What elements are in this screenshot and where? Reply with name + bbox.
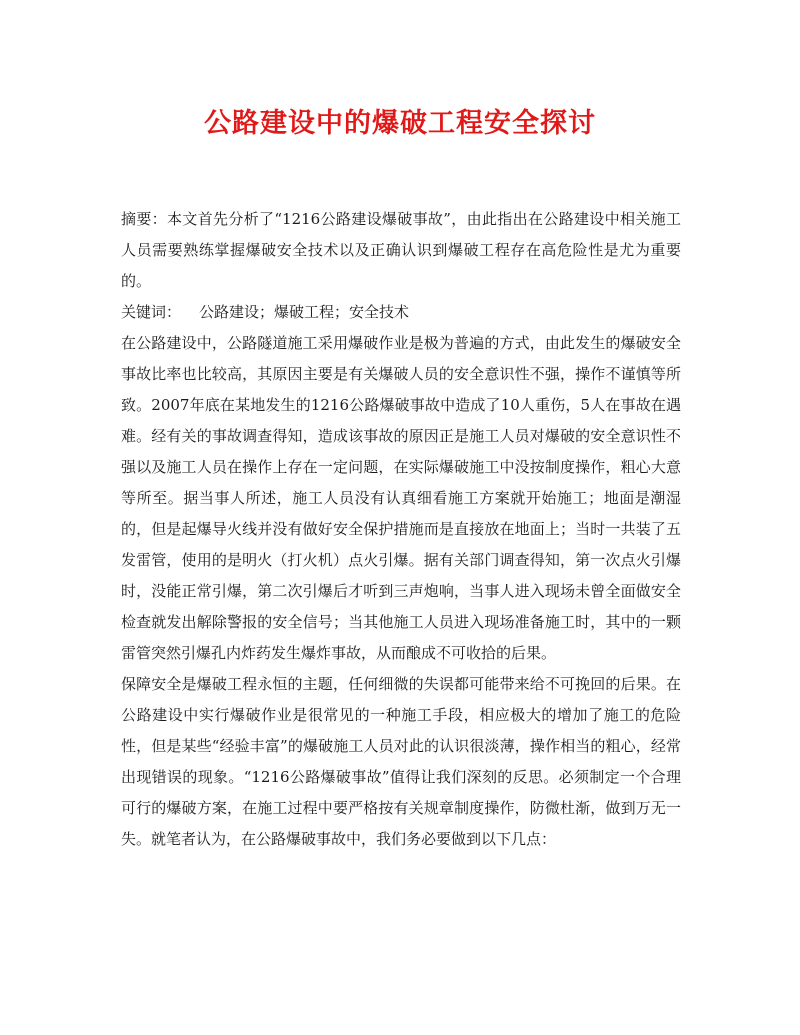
body-paragraph: 保障安全是爆破工程永恒的主题，任何细微的失误都可能带来给不可挽回的后果。在公路建设中实行爆破作业是很常见的一种施工手段，相应极大的增加了施工的危险性，但是某些“经验丰富”的爆破施工人员对此的认识很淡薄，操作相当的粗心，经常出现错误的现象。“1216公路爆破事故”值得让我们深刻的反思。必须制定一个合理可行的爆破方案，在施工过程中要严格按有关规章制度操作，防微杜渐，做到万无一失。就笔者认为，在公路爆破事故中，我们务必要做到以下几点： — [121, 675, 681, 848]
document-body — [121, 204, 681, 855]
page-title: 公路建设中的爆破工程安全探讨 — [204, 108, 596, 139]
keywords-value: 公路建设；爆破工程；安全技术 — [199, 303, 410, 321]
keywords-line — [121, 297, 681, 328]
abstract-paragraph: 摘要：本文首先分析了“1216公路建设爆破事故”，由此指出在公路建设中相关施工人员需要熟练掌握爆破安全技术以及正确认识到爆破工程存在高危险性是尤为重要的。 — [121, 210, 681, 290]
keywords-label: 关键词： — [121, 303, 182, 321]
body-paragraph: 在公路建设中，公路隧道施工采用爆破作业是极为普遍的方式，由此发生的爆破安全事故比率也比较高，其原因主要是有关爆破人员的安全意识性不强，操作不谨慎等所致。2007年底在某地发生的1216公路爆破事故中造成了10人重伤，5人在事故在遇难。经有关的事故调查得知，造成该事故的原因正是施工人员对爆破的安全意识性不强以及施工人员在操作上存在一定问题，在实际爆破施工中没按制度操作，粗心大意等所至。据当事人所述，施工人员没有认真细看施工方案就开始施工；地面是潮湿的，但是起爆导火线并没有做好安全保护措施而是直接放在地面上；当时一共装了五发雷管，使用的是明火（打火机）点火引爆。据有关部门调查得知，第一次点火引爆时，没能正常引爆，第二次引爆后才听到三声炮响，当事人进入现场未曾全面做安全检查就发出解除警报的安全信号；当其他施工人员进入现场准备施工时，其中的一颗雷管突然引爆孔内炸药发生爆炸事故，从而酿成不可收拾的后果。 — [121, 334, 681, 662]
